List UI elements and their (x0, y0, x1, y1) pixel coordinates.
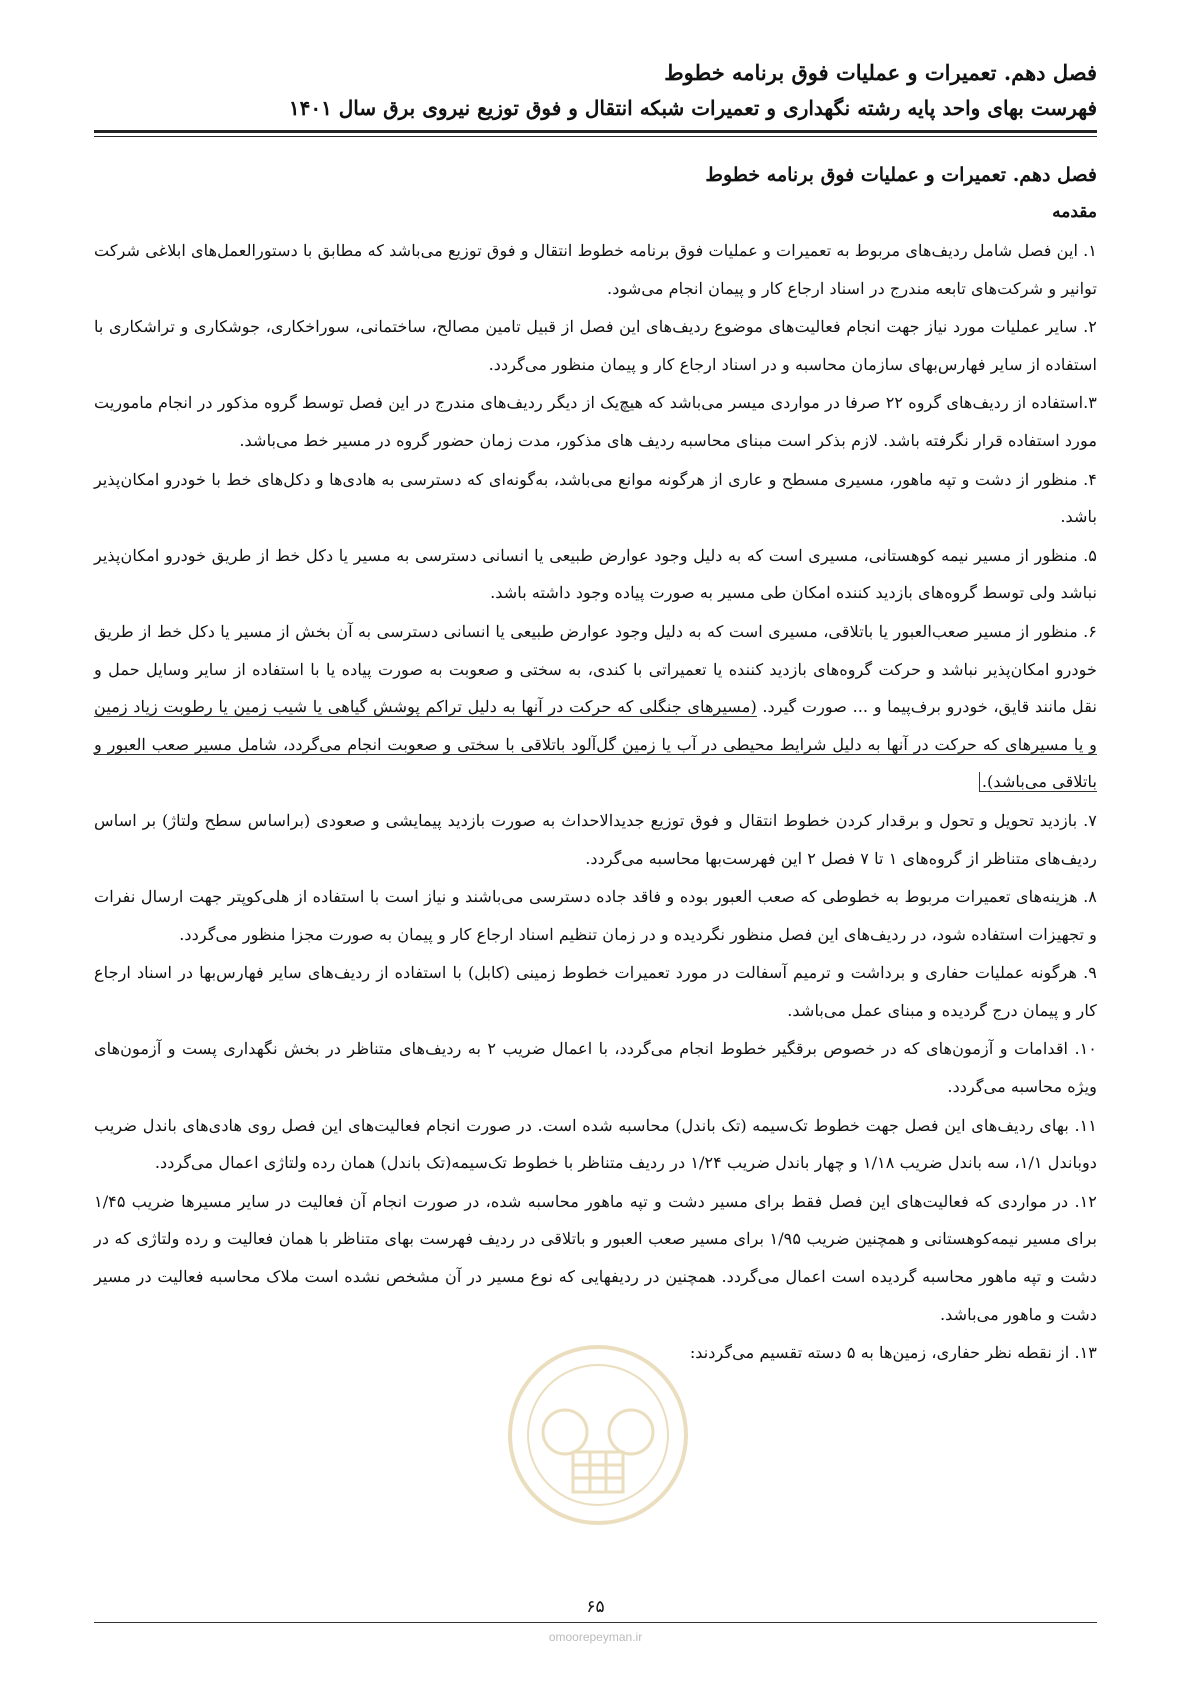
paragraph-6-boxed-note: (مسیرهای جنگلی که حرکت در آنها به دلیل تراکم پوشش گیاهی یا شیب زمین یا رطوبت زیاد زمین و یا مسیرهای که حرکت در آنها به دلیل شرایط محیطی در آب یا زمین گل‌آلود باتلاقی با سختی و صعوبت انجام می‌گردد، شامل مسیر صعب العبور و باتلاقی می‌باشد). (94, 697, 1097, 792)
paragraph-5: ۵. منظور از مسیر نیمه کوهستانی، مسیری است که به دلیل وجود عوارض طبیعی یا انسانی دسترسی به مسیر یا دکل خط از طریق خودرو امکان‌پذیر نباشد ولی توسط گروه‌های بازدید کننده امکان طی مسیر به صورت پیاده وجود داشته باشد. (94, 545, 1097, 603)
section-title: فصل دهم. تعمیرات و عملیات فوق برنامه خطوط (705, 164, 1097, 186)
paragraph-13: ۱۳. از نقطه نظر حفاری، زمین‌ها به ۵ دسته تقسیم می‌گردند: (689, 1343, 1097, 1363)
paragraph-3: ۳.استفاده از ردیف‌های گروه ۲۲ صرفا در مواردی میسر می‌باشد که هیچ‌یک از دیگر ردیف‌های مندرج در این فصل توسط گروه مذکور در انجام ماموریت مورد استفاده قرار نگرفته باشد. لازم بذکر است مبنای محاسبه ردیف های مذکور، مدت زمان حضور گروه در مسیر خط می‌باشد. (94, 393, 1097, 450)
section-subtitle: مقدمه (1052, 202, 1097, 222)
paragraph-11: ۱۱. بهای ردیف‌های این فصل جهت خطوط تک‌سیمه (تک باندل) محاسبه شده است. در صورت انجام فعالیت‌های این فصل روی هادی‌های باندل ضریب دوباندل ۱/۱، سه باندل ضریب ۱/۱۸ و چهار باندل ضریب ۱/۲۴ در ردیف متناظر با خطوط تک‌سیمه(تک باندل) همان رده ولتاژی اعمال می‌گردد. (94, 1115, 1097, 1173)
running-header-chapter: فصل دهم. تعمیرات و عملیات فوق برنامه خطوط (664, 60, 1097, 85)
footer-rule (94, 1622, 1097, 1623)
website-watermark: omoorepeyman.ir (548, 1630, 643, 1644)
page-content (94, 160, 1097, 1373)
header-rule-thin (94, 136, 1097, 137)
paragraph-12: ۱۲. در مواردی که فعالیت‌های این فصل فقط برای مسیر دشت و تپه ماهور محاسبه شده، در صورت انجام آن فعالیت در سایر مسیرها ضریب ۱/۴۵ برای مسیر نیمه‌کوهستانی و همچنین ضریب ۱/۹۵ برای مسیر صعب العبور و باتلاقی در ردیف فهرست بهای متناظر با همان فعالیت و رده ولتاژی که در دشت و تپه ماهور محاسبه گردیده است اعمال می‌گردد. همچنین در ردیفهایی که نوع مسیر در آن مشخص نشده است ملاک محاسبه فعالیت در مسیر دشت و ماهور می‌باشد. (94, 1191, 1097, 1324)
page-number: ۶۵ (586, 1597, 605, 1617)
paragraph-4: ۴. منظور از دشت و تپه ماهور، مسیری مسطح و عاری از هرگونه موانع می‌باشد، به‌گونه‌ای که دسترسی به هادی‌ها و دکل‌های خط با خودرو امکان‌پذیر باشد. (94, 469, 1097, 527)
paragraph-6 (94, 613, 1097, 801)
header-rule-thick (94, 130, 1097, 133)
paragraph-7: ۷. بازدید تحویل و تحول و برقدار کردن خطوط انتقال و فوق توزیع جدیدالاحداث به صورت بازدید پیمایشی و صعودی (براساس سطح ولتاژ) بر اساس ردیف‌های متناظر از گروه‌های ۱ تا ۷ فصل ۲ این فهرست‌بها محاسبه می‌گردد. (94, 810, 1097, 868)
paragraph-9: ۹. هرگونه عملیات حفاری و برداشت و ترمیم آسفالت در مورد تعمیرات خطوط زمینی (کابل) با استفاده از ردیف‌های سایر فهارس‌بها در اسناد ارجاع کار و پیمان درج گردیده و مبنای عمل می‌باشد. (94, 963, 1097, 1020)
running-header-catalog: فهرست بهای واحد پایه رشته نگهداری و تعمیرات شبکه انتقال و فوق توزیع نیروی برق سال ۱۴۰۱ (288, 96, 1097, 120)
paragraph-6-text: ۶. منظور از مسیر صعب‌العبور یا باتلاقی، مسیری است که به دلیل وجود عوارض طبیعی یا انسانی دسترسی به آن بخش از مسیر یا دکل خط از طریق خودرو امکان‌پذیر نباشد و حرکت گروه‌های بازدید کننده یا تعمیراتی با کندی، به سختی و صعوبت به صورت پیاده یا با استفاده از سایر وسایل حمل و نقل مانند قایق، خودرو برف‌پیما و ... صورت گیرد. (94, 621, 1097, 717)
paragraph-2: ۲. سایر عملیات مورد نیاز جهت انجام فعالیت‌های موضوع ردیف‌های این فصل از قبیل تامین مصالح، ساختمانی، سوراخکاری، جوشکاری و تراشکاری با استفاده از سایر فهارس‌بهای سازمان محاسبه و در اسناد ارجاع کار و پیمان منظور می‌گردد. (94, 317, 1097, 374)
paragraph-1: ۱. این فصل شامل ردیف‌های مربوط به تعمیرات و عملیات فوق برنامه خطوط انتقال و فوق توزیع می‌باشد که مطابق با دستورالعمل‌های ابلاغی شرکت توانیر و شرکت‌های تابعه مندرج در اسناد ارجاع کار و پیمان انجام می‌شود. (94, 241, 1097, 298)
paragraph-8: ۸. هزینه‌های تعمیرات مربوط به خطوطی که صعب العبور بوده و فاقد جاده دسترسی می‌باشند و نیاز است با استفاده از هلی‌کوپتر جهت ارسال نفرات و تجهیزات استفاده شود، در ردیف‌های این فصل منظور نگردیده و در زمان تنظیم اسناد ارجاع کار و پیمان به صورت مجزا منظور می‌گردد. (94, 887, 1097, 944)
paragraph-10: ۱۰. اقدامات و آزمون‌های که در خصوص برقگیر خطوط انجام می‌گردد، با اعمال ضریب ۲ به ردیف‌های متناظر در بخش نگهداری پست و آزمون‌های ویژه محاسبه می‌گردد. (94, 1039, 1097, 1097)
